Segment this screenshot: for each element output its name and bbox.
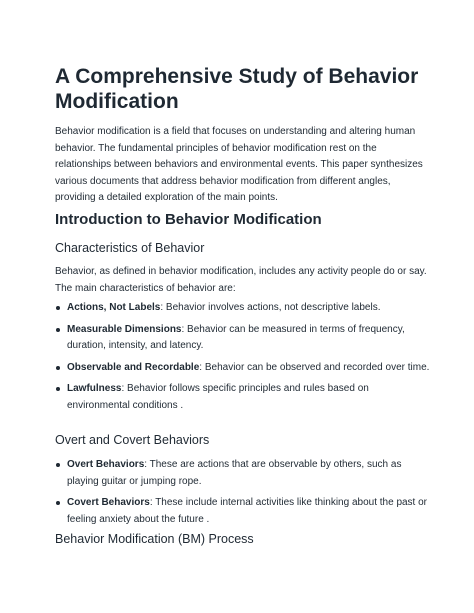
- list-item-term: Actions, Not Labels: [67, 302, 161, 313]
- characteristics-paragraph: Behavior, as defined in behavior modification, includes any activity people do or say. The main characteristics of behavior are:: [55, 266, 427, 294]
- list-item: [55, 322, 430, 355]
- list-item: [55, 457, 430, 490]
- list-item: [55, 360, 430, 377]
- list-item-text: : These are actions that are observable by others, such as playing guitar or jumping rope.: [67, 459, 402, 487]
- subheading-bm-process: Behavior Modification (BM) Process: [55, 532, 254, 546]
- intro-paragraph: Behavior modification is a field that focuses on understanding and altering human behavior. The fundamental principles of behavior modification rest on the relationships between behaviors and environmental events. This paper synthesizes various documents that address behavior modification from different angles, providing a detailed exploration of the main points.: [55, 126, 423, 203]
- bullet-icon: [56, 306, 60, 310]
- list-item-text: : Behavior involves actions, not descriptive labels.: [160, 302, 381, 313]
- list-item-term: Covert Behaviors: [67, 497, 150, 508]
- list-item-term: Lawfulness: [67, 383, 122, 394]
- list-item-term: Measurable Dimensions: [67, 323, 182, 335]
- subheading-overt-covert: Overt and Covert Behaviors: [55, 433, 210, 447]
- section-heading-introduction: Introduction to Behavior Modification: [55, 211, 322, 228]
- list-item: [55, 300, 430, 317]
- list-item-text: : Behavior can be measured in terms of frequency, duration, intensity, and latency.: [67, 323, 405, 351]
- list-item: [55, 495, 430, 528]
- overt-covert-list: [55, 457, 430, 528]
- list-item-text: : Behavior can be observed and recorded over time.: [199, 361, 430, 373]
- document-title: A Comprehensive Study of Behavior Modification: [55, 65, 419, 113]
- list-item-text: : Behavior follows specific principles and rules based on environmental conditions .: [67, 383, 369, 411]
- list-item: [55, 381, 430, 414]
- list-item-text: : These include internal activities like thinking about the past or feeling anxiety about the future .: [67, 497, 428, 525]
- list-item-term: Observable and Recordable: [67, 361, 200, 373]
- bullet-icon: [56, 501, 60, 505]
- bullet-icon: [56, 328, 60, 332]
- subheading-characteristics: Characteristics of Behavior: [55, 241, 205, 255]
- bullet-icon: [56, 366, 60, 370]
- bullet-icon: [56, 387, 60, 391]
- list-item-term: Overt Behaviors: [67, 459, 145, 470]
- bullet-icon: [56, 463, 60, 467]
- characteristics-list: [55, 300, 430, 414]
